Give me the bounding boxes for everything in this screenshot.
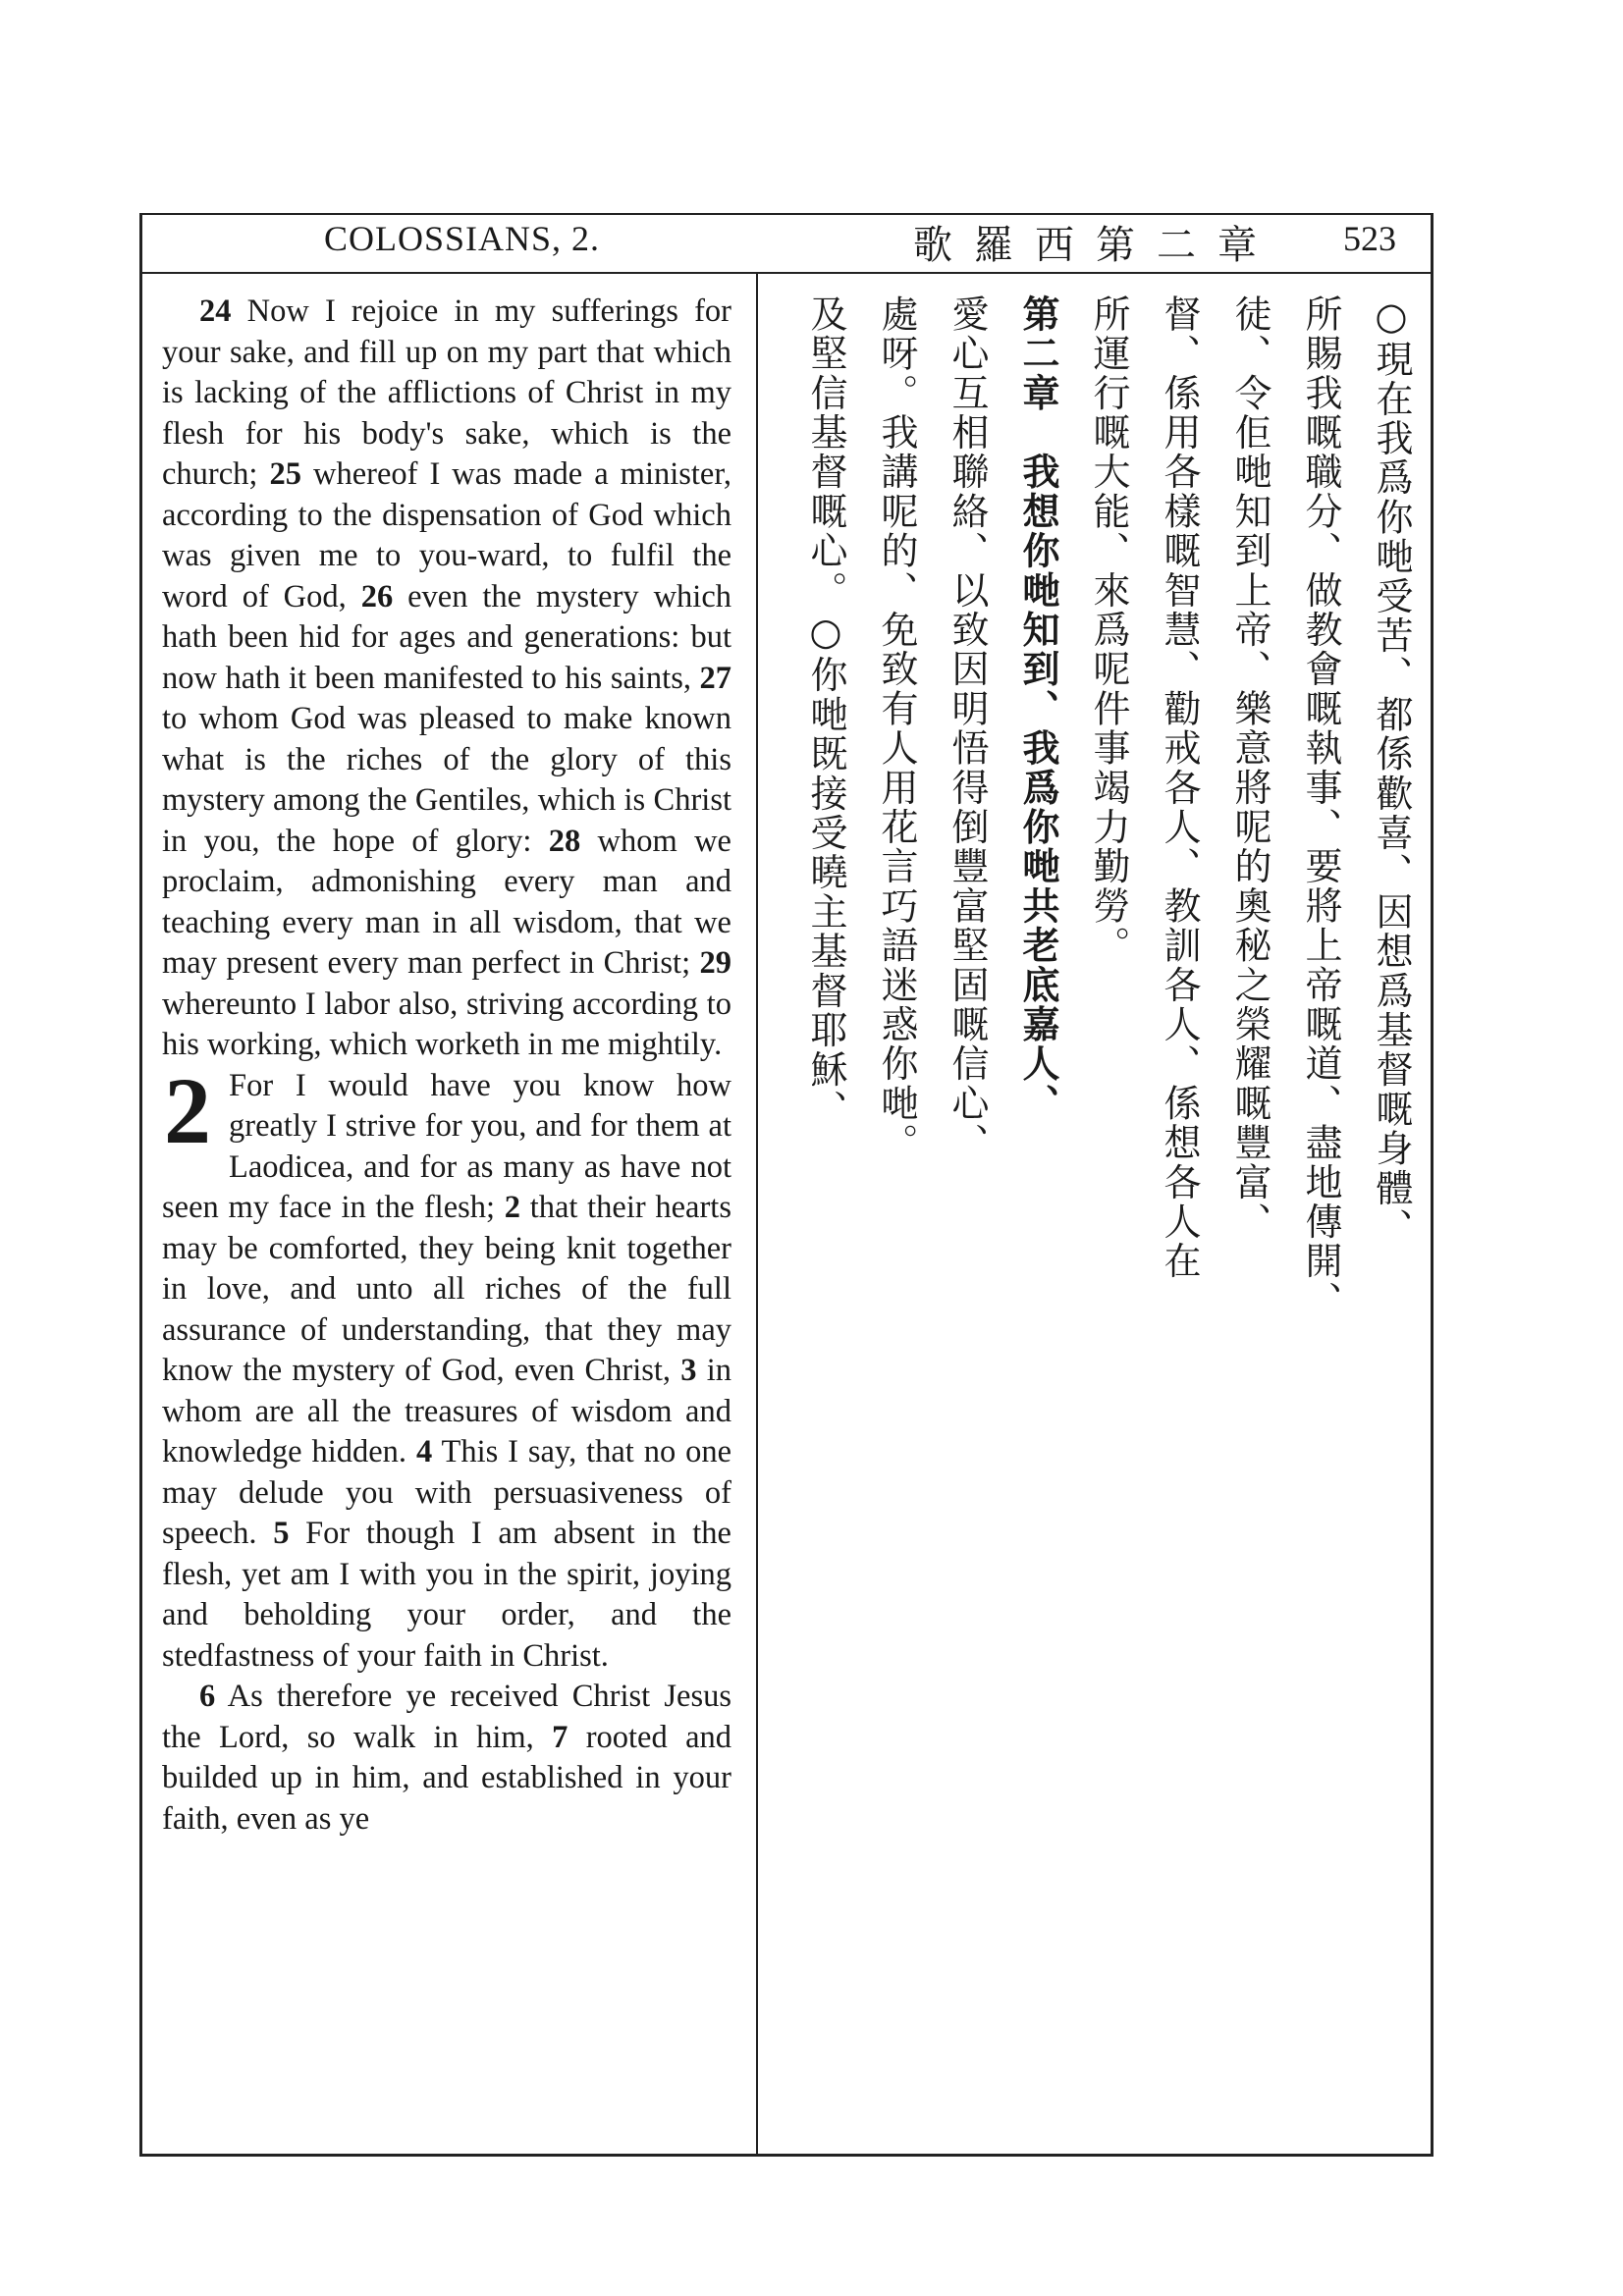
verse-text: This I say, that no one may delude you with persuasiveness of speech. xyxy=(162,1434,731,1551)
book-title-en: COLOSSIANS, 2. xyxy=(324,219,601,258)
chinese-column: 第二章 我想你哋知到、我爲你哋共老底嘉人、 xyxy=(1016,294,1059,1124)
verse-number: 28 xyxy=(548,823,581,859)
verse-number: 6 xyxy=(199,1679,216,1714)
chapter-number: 2 xyxy=(164,1057,211,1163)
verse-number: 3 xyxy=(680,1353,697,1388)
verse-number: 2 xyxy=(504,1190,520,1225)
chinese-text-column xyxy=(768,294,1416,2150)
verse-text: Now I rejoice in my sufferings for your sake, and fill up on my part that which is lacking of the afflictions of Christ in my flesh for his body's sake, which is the church; xyxy=(162,294,731,492)
verse-text: As therefore ye received Christ Jesus the Lord, so walk in him, xyxy=(162,1679,731,1755)
verse-number: 29 xyxy=(699,945,731,981)
verse-number: 26 xyxy=(360,578,394,614)
book-title-cn: 歌羅西第二章 xyxy=(913,223,1278,268)
verse-text: in whom are all the treasures of wisdom and knowledge hidden. xyxy=(162,1353,731,1469)
english-paragraph xyxy=(162,1677,731,1840)
verse-text: whereof I was made a minister, according to the dispensation of God which was given me to you-ward, to fulfil the word of God, xyxy=(162,456,731,614)
chinese-column: ○現在我爲你哋受苦、都係歡喜、因想爲基督嘅身體、 xyxy=(1370,294,1413,1248)
verse-number: 7 xyxy=(552,1719,568,1755)
verse-text: whom we proclaim, admonishing every man and teaching every man in all wisdom, that we may present every man perfect in Christ; xyxy=(162,823,731,981)
verse-text: For I would have you know how greatly I strive for you, and for them at Laodicea, and for as many as have not seen my face in the flesh; xyxy=(162,1067,731,1225)
verse-text: whereunto I labor also, striving according to his working, which worketh in me mightily. xyxy=(162,986,731,1062)
verse-number: 25 xyxy=(269,456,301,492)
verse-number: 5 xyxy=(273,1516,290,1551)
chinese-column: 督、係用各樣嘅智慧、勸戒各人、教訓各人、係想各人在 xyxy=(1158,294,1201,1281)
verse-text: to whom God was pleased to make known what is the riches of the glory of this mystery among the Gentiles, which is Christ in you, the hope of glory: xyxy=(162,701,731,859)
english-text-column xyxy=(162,292,731,1840)
header-rule xyxy=(139,272,1434,274)
column-divider xyxy=(756,274,758,2154)
verse-number: 27 xyxy=(699,660,731,696)
english-paragraph xyxy=(162,1057,731,1678)
english-paragraph xyxy=(162,292,731,1066)
chinese-column: 愛心互相聯絡、以致因明悟得倒豐富堅固嘅信心、 xyxy=(946,294,989,1163)
chinese-column: 及堅信基督嘅心。○你哋既接受曉主基督耶穌、 xyxy=(804,294,847,1130)
verse-text: rooted and builded up in him, and established in your faith, even as ye xyxy=(162,1719,731,1837)
verse-text: that their hearts may be comforted, they being knit together in love, and unto all riches of the full assurance of understanding, that they may know the mystery of God, even Christ, xyxy=(162,1190,731,1388)
chinese-column: 所運行嘅大能、來爲呢件事竭力勤勞。 xyxy=(1087,294,1130,966)
verse-text: even the mystery which hath been hid for ages and generations: but now hath it been manifested to his saints, xyxy=(162,578,731,696)
verse-number: 24 xyxy=(199,294,232,329)
chinese-column: 所賜我嘅職分、做教會嘅執事、要將上帝嘅道、盡地傳開、 xyxy=(1299,294,1342,1321)
page-number: 523 xyxy=(1343,219,1396,258)
verse-number: 4 xyxy=(415,1434,433,1469)
verse-text: For though I am absent in the flesh, yet am I with you in the spirit, joying and beholding your order, and the stedfastness of your faith in Christ. xyxy=(162,1516,731,1674)
chinese-column: 處呀。我講呢的、免致有人用花言巧語迷惑你哋。 xyxy=(875,294,918,1163)
chinese-column: 徒、令佢哋知到上帝、樂意將呢的奧秘之榮耀嘅豐富、 xyxy=(1228,294,1271,1242)
